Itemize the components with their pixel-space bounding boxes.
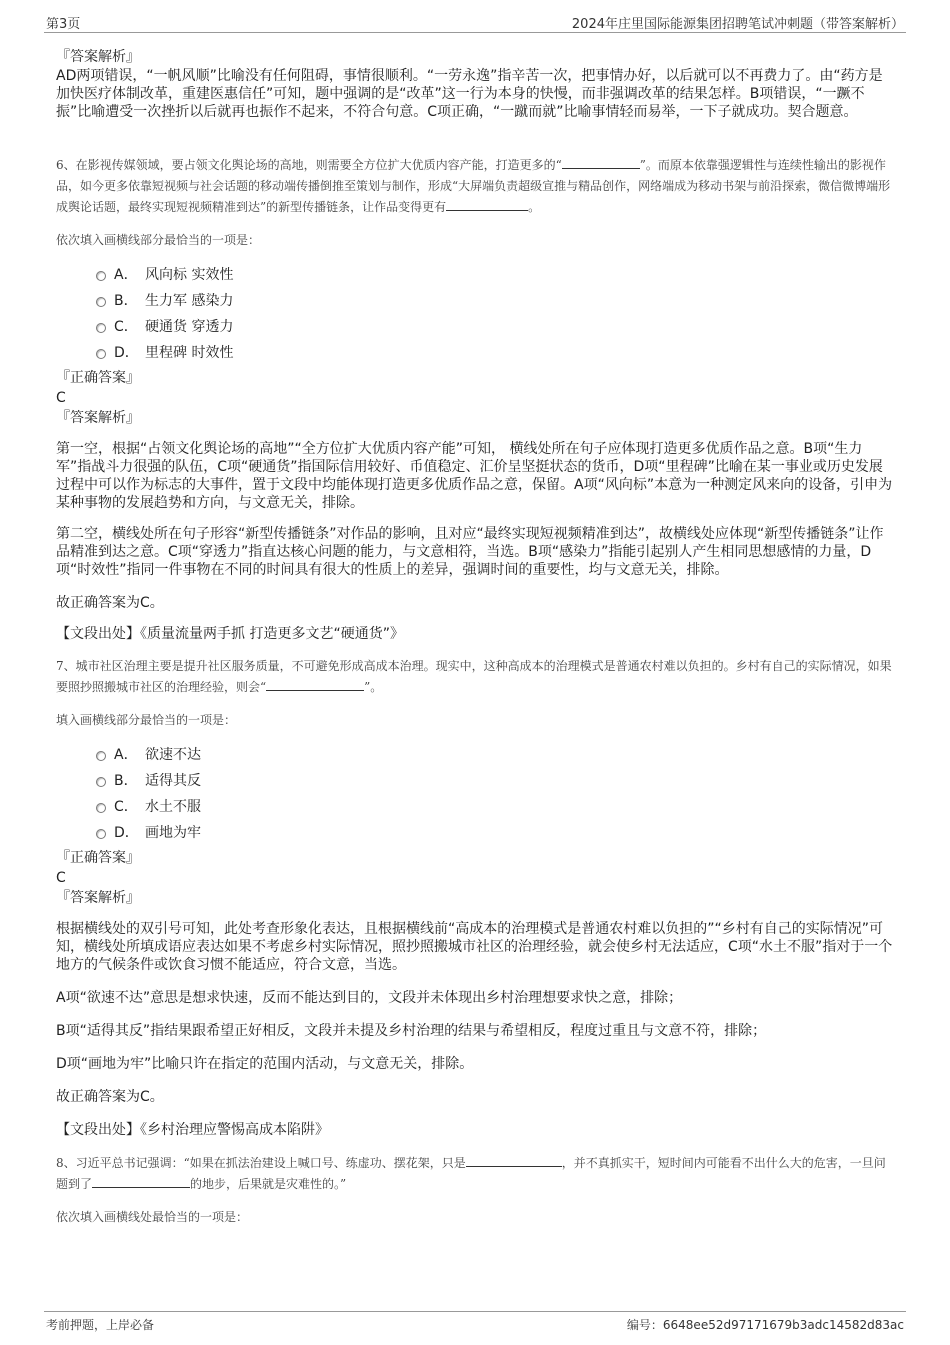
radio-icon[interactable]	[96, 751, 106, 761]
q7-analysis-para-3: B项“适得其反”指结果跟希望正好相反，文段并未提及乡村治理的结果与希望相反，程度过重且与文意不符，排除；	[56, 1023, 767, 1039]
q7-instruction: 填入画横线部分最恰当的一项是：	[56, 713, 237, 727]
code-label: 编号：	[626, 1318, 663, 1332]
q8-blank-2	[92, 1174, 190, 1188]
question-6-stem	[56, 155, 894, 218]
page-content	[56, 46, 894, 1228]
option-letter: B．	[114, 293, 138, 309]
question-7-stem	[56, 656, 894, 698]
option-text: 适得其反	[145, 773, 201, 789]
option-text: 欲速不达	[145, 747, 201, 763]
option-letter: A．	[114, 747, 138, 763]
q6-stem-part-b: ”。而原本依靠强逻辑性与连续性输出的影视作品，如今更多依靠短视频与社会话题的移动端传播倒推至策划与制作，形成“大屏端负责超级宣推与精品创作，网络端成为移动书架与前沿探索，微信微博端形成舆论话题，最终实现短视频精准到达”的新型传播链条，让作品变得更有	[56, 158, 891, 214]
q7-blank-1	[266, 677, 364, 691]
q7-analysis-para-2: A项“欲速不达”意思是想求快速，反而不能达到目的，文段并未体现出乡村治理想要求快之意，排除；	[56, 990, 683, 1006]
footer-slogan: 考前押题，上岸必备	[46, 1318, 155, 1332]
page-footer	[44, 1311, 906, 1336]
radio-icon[interactable]	[96, 349, 106, 359]
source-label: 【文段出处】	[56, 626, 140, 642]
source-title: 《质量流量两手抓 打造更多文艺“硬通货”》	[140, 626, 404, 642]
q7-analysis-para-1: 根据横线处的双引号可知，此处考查形象化表达，且根据横线前“高成本的治理模式是普通农村难以负担的”“乡村有自己的实际情况”可知，横线处所填成语应表达如果不考虑乡村实际情况，照抄照搬城市社区的治理经验，就会使乡村无法适应，C项“水土不服”指对于一个地方的气候条件或饮食习惯不能适应，符合文意，当选。	[56, 921, 893, 973]
q7-correct-label: 『正确答案』	[56, 850, 140, 866]
analysis-text: AD两项错误，“一帆风顺”比喻没有任何阻碍，事情很顺利。“一劳永逸”指辛苦一次，把事情办好，以后就可以不再费力了。由“药方是加快医疗体制改革，重建医惠信任”可知，题中强调的是“改革”这一行为本身的快慢，而非强调改革的结果怎样。B项错误，“一蹶不振”比喻遭受一次挫折以后就再也振作不起来，不符合句意。C项正确，“一蹴而就”比喻事情轻而易举，一下子就成功。契合题意。	[56, 68, 883, 120]
analysis-label: 『答案解析』	[56, 49, 140, 65]
q6-correct-label: 『正确答案』	[56, 370, 140, 386]
q8-stem-part-a: 8、习近平总书记强调：“如果在抓法治建设上喊口号、练虚功、摆花架，只是	[56, 1156, 466, 1170]
q8-stem-part-c: 的地步，后果就是灾难性的。”	[190, 1177, 347, 1191]
q6-stem-part-c: 。	[528, 200, 541, 214]
option-letter: D．	[114, 345, 139, 361]
option-letter: C．	[114, 319, 138, 335]
q8-stem-part-b: ，并不真抓实干，短时间内可能看不出什么大的危害，一旦问题到了	[56, 1156, 886, 1191]
q6-instruction: 依次填入画横线部分最恰当的一项是：	[56, 233, 261, 247]
option-letter: B．	[114, 773, 138, 789]
q8-instruction: 依次填入画横线处最恰当的一项是：	[56, 1210, 249, 1224]
q6-conclusion: 故正确答案为C。	[56, 595, 164, 611]
q6-stem-part-a: 6、在影视传媒领域，要占领文化舆论场的高地，则需要全方位扩大优质内容产能，打造更多的“	[56, 158, 562, 172]
radio-icon[interactable]	[96, 803, 106, 813]
radio-icon[interactable]	[96, 829, 106, 839]
q7-option-b[interactable]	[56, 768, 894, 794]
q7-conclusion: 故正确答案为C。	[56, 1089, 164, 1105]
q6-option-a[interactable]	[56, 262, 894, 288]
q7-option-d[interactable]	[56, 820, 894, 846]
option-text: 风向标 实效性	[145, 267, 234, 283]
q7-analysis-para-4: D项“画地为牢”比喻只许在指定的范围内活动，与文意无关，排除。	[56, 1056, 474, 1072]
q7-option-c[interactable]	[56, 794, 894, 820]
document-code	[627, 1316, 904, 1333]
page-header	[44, 10, 906, 33]
question-8-stem	[56, 1153, 894, 1195]
q6-analysis-para-1: 第一空，根据“占领文化舆论场的高地”“全方位扩大优质内容产能”可知， 横线处所在句子应体现打造更多优质作品之意。B项“生力军”指战斗力很强的队伍，C项“硬通货”指国际信用较好、币值稳定、汇价呈坚挺状态的货币，D项“里程碑”比喻在某一事业或历史发展过程中可以作为标志的大事件，置于文段中均能体现打造更多优质作品之意，保留。A项“风向标”本意为一种测定风来向的设备，引申为某种事物的发展趋势和方向，与文意无关，排除。	[56, 441, 893, 511]
option-text: 里程碑 时效性	[145, 345, 234, 361]
q6-option-c[interactable]	[56, 314, 894, 340]
q6-correct-answer: C	[56, 390, 66, 406]
source-title: 《乡村治理应警惕高成本陷阱》	[140, 1122, 329, 1138]
radio-icon[interactable]	[96, 297, 106, 307]
option-letter: A．	[114, 267, 138, 283]
option-text: 画地为牢	[145, 825, 201, 841]
q7-correct-answer: C	[56, 870, 66, 886]
q8-blank-1	[466, 1153, 562, 1167]
q7-stem-part-a: 7、城市社区治理主要是提升社区服务质量，不可避免形成高成本治理。现实中，这种高成本的治理模式是普通农村难以负担的。乡村有自己的实际情况，如果要照抄照搬城市社区的治理经验，则会“	[56, 659, 892, 694]
radio-icon[interactable]	[96, 323, 106, 333]
q6-options	[56, 262, 894, 366]
q7-analysis-label: 『答案解析』	[56, 890, 140, 906]
source-label: 【文段出处】	[56, 1122, 140, 1138]
q7-source	[56, 1121, 894, 1139]
q7-stem-part-b: ”。	[364, 680, 383, 694]
option-letter: C．	[114, 799, 138, 815]
code-value: 6648ee52d97171679b3adc14582d83ac	[662, 1318, 904, 1332]
q6-analysis-label: 『答案解析』	[56, 410, 140, 426]
q6-blank-1	[562, 155, 640, 169]
page-number: 第3页	[46, 17, 81, 32]
option-text: 硬通货 穿透力	[145, 319, 234, 335]
radio-icon[interactable]	[96, 271, 106, 281]
q7-options	[56, 742, 894, 846]
option-letter: D．	[114, 825, 139, 841]
radio-icon[interactable]	[96, 777, 106, 787]
option-text: 生力军 感染力	[145, 293, 234, 309]
q6-option-d[interactable]	[56, 340, 894, 366]
q6-option-b[interactable]	[56, 288, 894, 314]
q7-option-a[interactable]	[56, 742, 894, 768]
q6-source	[56, 625, 894, 643]
q6-blank-2	[446, 197, 528, 211]
document-title: 2024年庄里国际能源集团招聘笔试冲刺题（带答案解析）	[571, 17, 904, 32]
option-text: 水土不服	[145, 799, 201, 815]
q6-analysis-para-2: 第二空，横线处所在句子形容“新型传播链条”对作品的影响，且对应“最终实现短视频精准到达”，故横线处应体现“新型传播链条”让作品精准到达之意。C项“穿透力”指直达核心问题的能力，与文意相符，当选。B项“感染力”指能引起别人产生相同思想感情的力量，D项“时效性”指同一件事物在不同的时间具有很大的性质上的差异，强调时间的重要性，均与文意无关，排除。	[56, 526, 884, 578]
